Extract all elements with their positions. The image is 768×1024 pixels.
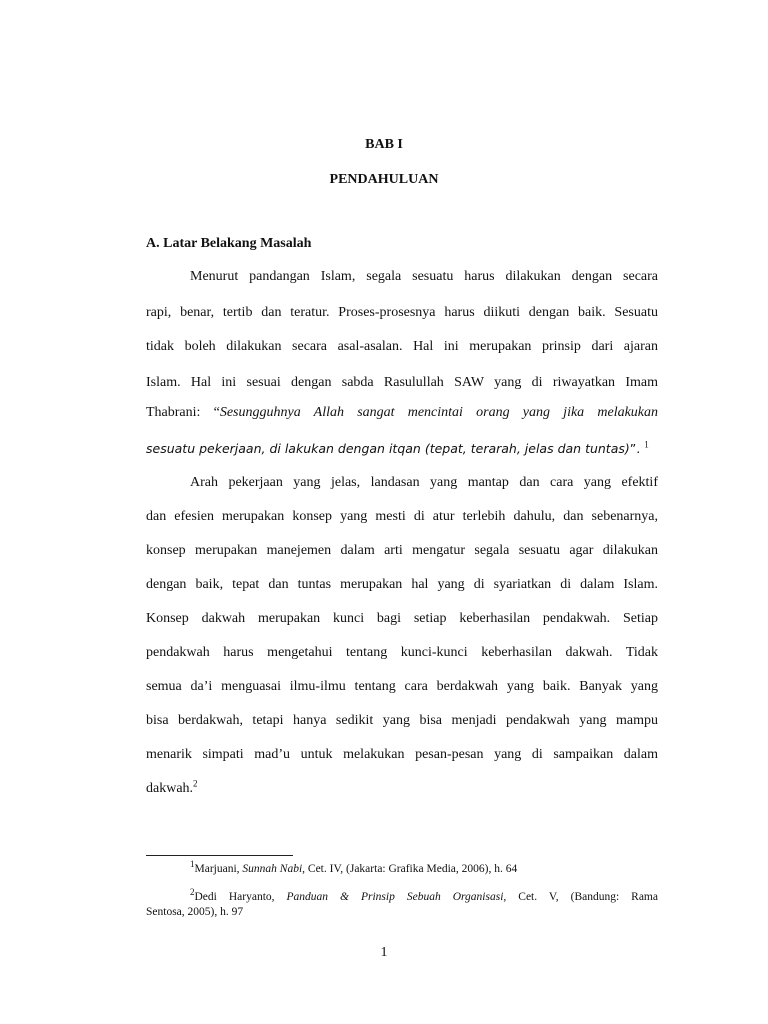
chapter-number: BAB I bbox=[365, 137, 403, 152]
chapter-title: PENDAHULUAN bbox=[329, 172, 439, 187]
footnote-separator bbox=[146, 855, 293, 856]
footnote-2-continuation: Sentosa, 2005), h. 97 bbox=[146, 906, 244, 918]
footnote-2 bbox=[190, 887, 658, 905]
quote-text: sesuatu pekerjaan, di lakukan dengan itqan (tepat, terarah, jelas dan tuntas) bbox=[146, 441, 630, 456]
paragraph-line: dengan baik, tepat dan tuntas merupakan hal yang di syariatkan di dalam Islam. bbox=[146, 577, 658, 592]
paragraph-line: Konsep dakwah merupakan kunci bagi setiap keberhasilan pendakwah. Setiap bbox=[146, 611, 658, 626]
paragraph-line: menarik simpati mad’u untuk melakukan pesan-pesan yang di sampaikan dalam bbox=[146, 747, 658, 762]
paragraph-line: dan efesien merupakan konsep yang mesti di atur terlebih dahulu, dan sebenarnya, bbox=[146, 509, 658, 524]
quote-close: ”. bbox=[629, 441, 645, 456]
paragraph-line: pendakwah harus mengetahui tentang kunci-kunci keberhasilan dakwah. Tidak bbox=[146, 645, 658, 660]
paragraph-line: bisa berdakwah, tetapi hanya sedikit yang bisa menjadi pendakwah yang mampu bbox=[146, 713, 658, 728]
paragraph-line: Menurut pandangan Islam, segala sesuatu harus dilakukan dengan secara bbox=[190, 269, 658, 284]
paragraph-line: Islam. Hal ini sesuai dengan sabda Rasulullah SAW yang di riwayatkan Imam bbox=[146, 375, 658, 390]
paragraph-last-text: dakwah. bbox=[146, 781, 194, 796]
quote-text: Sesungguhnya Allah sangat mencintai orang yang jika melakukan bbox=[219, 405, 659, 420]
page-number: 1 bbox=[380, 945, 388, 960]
paragraph-line: konsep merupakan manejemen dalam arti mengatur segala sesuatu agar dilakukan bbox=[146, 543, 658, 558]
footnote-reference[interactable]: 1 bbox=[644, 439, 649, 450]
paragraph-line bbox=[146, 440, 658, 459]
paragraph-line: rapi, benar, tertib dan teratur. Proses-prosesnya harus diikuti dengan baik. Sesuatu bbox=[146, 305, 658, 320]
footnote-details: Cet. V, (Bandung: Rama bbox=[506, 891, 658, 903]
footnote-author: Dedi Haryanto, bbox=[194, 891, 287, 903]
footnote-number: 1 bbox=[190, 859, 195, 870]
footnote-details: Cet. IV, (Jakarta: Grafika Media, 2006), h. 64 bbox=[305, 863, 518, 875]
footnote-title: Panduan & Prinsip Sebuah Organisasi, bbox=[286, 891, 507, 903]
footnote-number: 2 bbox=[190, 887, 195, 898]
section-heading: A. Latar Belakang Masalah bbox=[146, 236, 312, 251]
footnote-reference[interactable]: 2 bbox=[193, 778, 198, 789]
footnote-1 bbox=[190, 859, 518, 877]
quote-prefix: Thabrani: “ bbox=[146, 405, 220, 420]
paragraph-line bbox=[146, 780, 658, 798]
footnote-author: Marjuani, bbox=[194, 863, 243, 875]
paragraph-line: semua da’i menguasai ilmu-ilmu tentang cara berdakwah yang baik. Banyak yang bbox=[146, 679, 658, 694]
footnote-title: Sunnah Nabi, bbox=[242, 863, 306, 875]
paragraph-line: Arah pekerjaan yang jelas, landasan yang mantap dan cara yang efektif bbox=[190, 475, 658, 490]
paragraph-line bbox=[146, 404, 658, 422]
paragraph-line: tidak boleh dilakukan secara asal-asalan. Hal ini merupakan prinsip dari ajaran bbox=[146, 339, 658, 354]
